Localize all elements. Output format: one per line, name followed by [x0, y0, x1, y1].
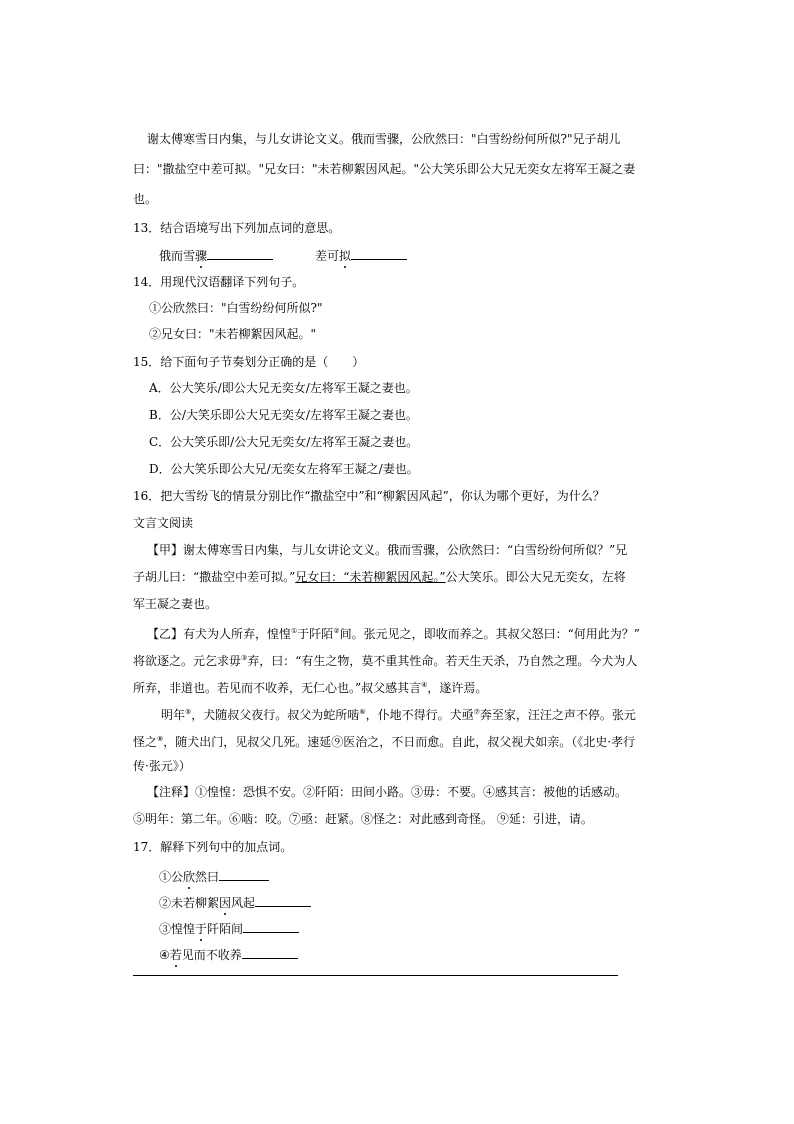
question-item: ①公欣然曰	[159, 866, 269, 886]
note-marker: ⑤	[185, 708, 192, 716]
question-item: ②兄女曰："未若柳絮因风起。"	[149, 327, 317, 341]
answer-blank[interactable]	[242, 944, 298, 959]
answer-blank[interactable]	[255, 892, 311, 907]
separator-line	[133, 975, 618, 976]
passage-line: 【甲】谢太傅寒雪日内集，与儿女讲论文义。俄而雪骤，公欣然曰：“白雪纷纷何所似？”兄	[147, 543, 628, 557]
note-marker: ⑧	[157, 735, 164, 743]
passage-line: 子胡儿曰：“撒盐空中差可拟。”兄女曰：“未若柳絮因风起。”公大笑乐。即公大兄无奕女，左将	[133, 570, 626, 584]
passage-line: 怪之⑧，随犬出门，见叔父几死。速延⑨医治之，不日而愈。自此，叔父视犬如亲。（《北史·孝行	[133, 735, 636, 749]
passage-line: 将欲逐之。元乞求毋③弃，曰：“有生之物，莫不重其性命。若天生天杀，乃自然之理。今犬为人	[133, 654, 638, 668]
passage-line: 谢太傅寒雪日内集，与儿女讲论文义。俄而雪骤，公欣然曰："白雪纷纷何所似?"兄子胡儿	[147, 132, 621, 146]
question-stem: 15．给下面句子节奏划分正确的是（ ）	[133, 355, 365, 369]
dotted-word: 因	[219, 896, 232, 910]
option-d[interactable]: D．公大笑乐即公大兄/无奕女左将军王凝之/妻也。	[149, 462, 419, 476]
notes-line: ⑤明年：第二年。⑥啮：咬。⑦亟：赶紧。⑧怪之：对此感到奇怪。 ⑨延：引进，请。	[133, 812, 593, 826]
underlined-sentence: 兄女曰：“未若柳絮因风起。”	[295, 570, 446, 584]
question-item: ②未若柳絮因风起	[159, 892, 311, 912]
question-item: 差可拟	[315, 245, 407, 265]
passage-line: 传·张元》）	[133, 759, 191, 773]
option-c[interactable]: C．公大笑乐即/公大兄无奕女/左将军王凝之妻也。	[149, 435, 419, 449]
answer-blank[interactable]	[207, 245, 273, 260]
question-stem: 16．把大雪纷飞的情景分别比作“撒盐空中”和“柳絮因风起”，你认为哪个更好，为什么？	[133, 489, 605, 503]
answer-blank[interactable]	[243, 918, 299, 933]
note-marker: ⑦	[473, 708, 480, 716]
question-stem: 17．解释下列句中的加点词。	[133, 840, 293, 854]
question-item: ①公欣然曰："白雪纷纷何所似?"	[149, 301, 323, 315]
dotted-word: 欣	[183, 870, 196, 884]
answer-blank[interactable]	[219, 866, 269, 881]
notes-line: 【注释】①惶惶：恐惧不安。②阡陌：田间小路。③毋：不要。④感其言：被他的话感动。	[147, 785, 628, 799]
dotted-word: 骤	[195, 249, 208, 263]
answer-blank[interactable]	[351, 245, 407, 260]
option-a[interactable]: A．公大笑乐/即公大兄无奕女/左将军王凝之妻也。	[149, 381, 418, 395]
passage-line: 明年⑤，犬随叔父夜行。叔父为蛇所啮⑥，仆地不得行。犬亟⑦奔至家，汪汪之声不停。张元	[161, 708, 636, 722]
note-marker: ③	[241, 654, 248, 662]
question-item: ④若见而不收养	[159, 944, 298, 964]
note-marker: ⑥	[359, 708, 366, 716]
dotted-word: 于	[195, 922, 208, 936]
dotted-word: 拟	[339, 249, 352, 263]
question-item: ③惶惶于阡陌间	[159, 918, 299, 938]
question-stem: 13．结合语境写出下列加点词的意思。	[133, 221, 341, 235]
note-marker: ①	[291, 627, 298, 635]
question-stem: 14．用现代汉语翻译下列句子。	[133, 275, 305, 289]
passage-line: 所弃，非道也。若见而不收养，无仁心也。”叔父感其言④，遂许焉。	[133, 681, 488, 695]
section-heading: 文言文阅读	[133, 516, 194, 530]
option-b[interactable]: B．公/大笑乐即公大兄无奕女/左将军王凝之妻也。	[149, 408, 418, 422]
dotted-word: 若	[169, 948, 182, 962]
passage-line: 军王凝之妻也。	[133, 597, 218, 611]
passage-line: 曰："撒盐空中差可拟。"兄女曰："未若柳絮因风起。"公大笑乐即公大兄无奕女左将军王凝之妻	[133, 162, 636, 176]
note-marker: ②	[333, 627, 340, 635]
passage-line: 也。	[133, 192, 158, 206]
note-marker: ④	[421, 681, 428, 689]
passage-line: 【乙】有犬为人所弃，惶惶①于阡陌②间。张元见之，即收而养之。其叔父怒曰：“何用此为？”	[147, 627, 640, 641]
question-item: 俄而雪骤	[159, 245, 273, 265]
